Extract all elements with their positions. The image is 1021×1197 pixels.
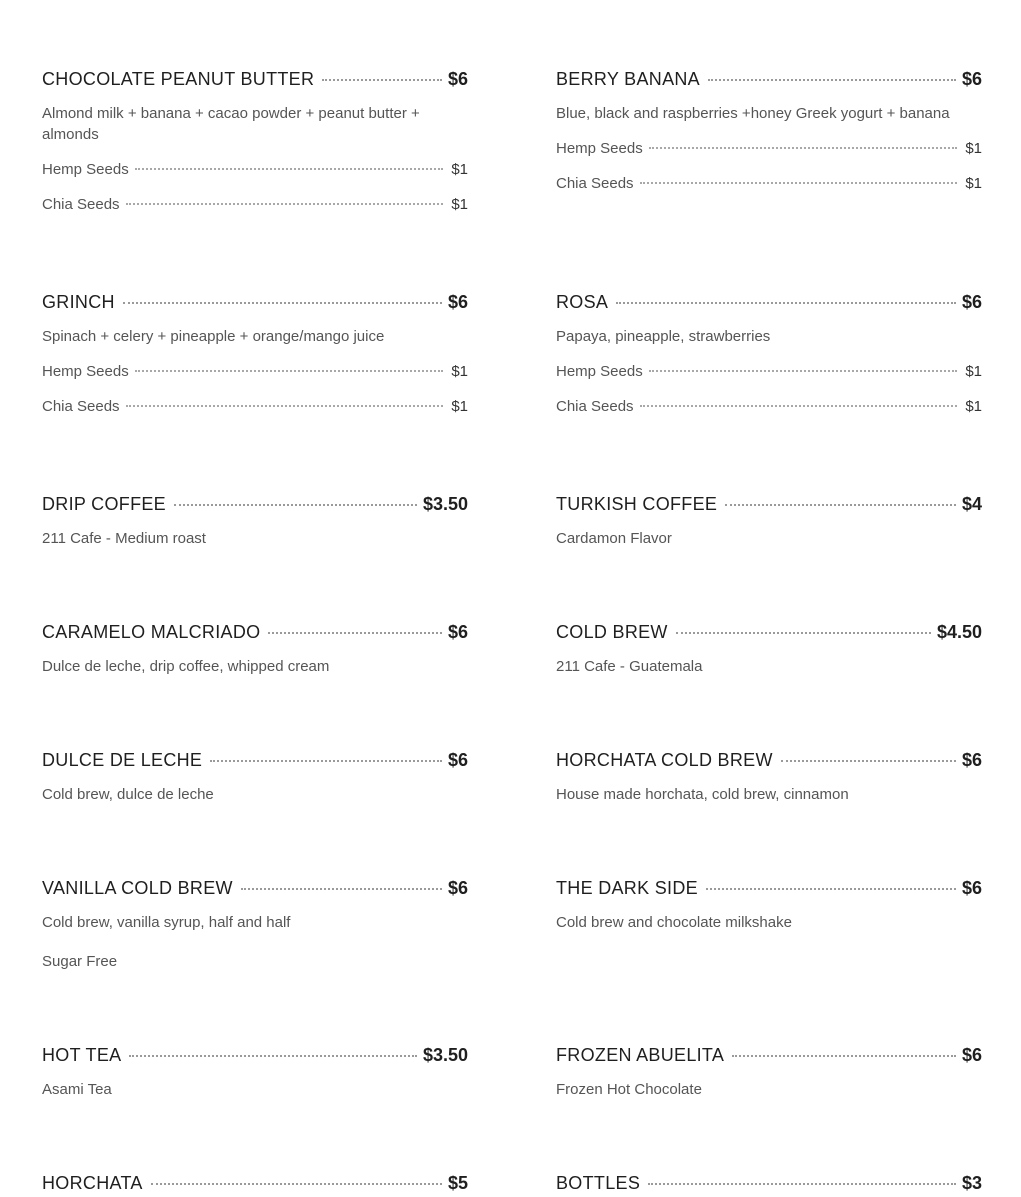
item-name: CHOCOLATE PEANUT BUTTER	[42, 69, 315, 89]
item-title-line	[42, 492, 468, 516]
menu-item-the-dark-side	[556, 876, 982, 972]
dot-leader	[725, 504, 956, 506]
dot-leader	[706, 888, 956, 890]
item-name: FROZEN ABUELITA	[556, 1045, 725, 1065]
dot-leader	[268, 632, 442, 634]
addon-name: Hemp Seeds	[556, 140, 643, 157]
addon-list	[42, 159, 468, 215]
item-price: $6	[961, 69, 982, 89]
menu-item-rosa	[556, 290, 982, 431]
dot-leader	[781, 760, 956, 762]
dot-leader	[126, 203, 444, 205]
addon-item	[42, 159, 468, 180]
dot-leader	[676, 632, 931, 634]
item-description: Papaya, pineapple, strawberries	[556, 328, 771, 345]
item-title-line	[42, 1043, 468, 1067]
item-description: Cold brew, vanilla syrup, half and half	[42, 914, 291, 931]
item-name: GRINCH	[42, 292, 115, 312]
item-title-line	[556, 492, 982, 516]
menu-item-berry-banana	[556, 67, 982, 229]
item-price: $3	[961, 1173, 982, 1193]
menu-item-chocolate-peanut-butter	[42, 67, 468, 229]
menu-row	[42, 1171, 982, 1195]
dot-leader	[649, 147, 958, 149]
dot-leader	[649, 370, 958, 372]
item-name: THE DARK SIDE	[556, 878, 698, 898]
menu-item-vanilla-cold-brew	[42, 876, 468, 972]
addon-name: Hemp Seeds	[42, 161, 129, 178]
menu-item-caramelo-malcriado	[42, 620, 468, 677]
dot-leader	[123, 302, 442, 304]
item-description: 211 Cafe - Guatemala	[556, 658, 703, 675]
menu-item-frozen-abuelita	[556, 1043, 982, 1100]
addon-price: $1	[451, 196, 468, 213]
item-description: Spinach + celery + pineapple + orange/mango juice	[42, 328, 385, 345]
menu-item-hot-tea	[42, 1043, 468, 1100]
item-price: $4.50	[936, 622, 982, 642]
menu-item-bottles	[556, 1171, 982, 1195]
item-title-line	[556, 1043, 982, 1067]
menu-item-cold-brew	[556, 620, 982, 677]
dot-leader	[210, 760, 442, 762]
dot-leader	[648, 1183, 956, 1185]
item-title-line	[42, 67, 468, 91]
item-name: COLD BREW	[556, 622, 668, 642]
addon-item	[42, 194, 468, 215]
addon-item	[42, 361, 468, 382]
item-title-line	[556, 748, 982, 772]
addon-name: Chia Seeds	[42, 398, 120, 415]
item-note: Sugar Free	[42, 953, 118, 970]
menu-item-horchata-cold-brew	[556, 748, 982, 805]
item-price: $6	[961, 1045, 982, 1065]
item-title-line	[42, 748, 468, 772]
dot-leader	[640, 182, 958, 184]
addon-item	[556, 396, 982, 417]
item-price: $6	[447, 622, 468, 642]
addon-price: $1	[965, 140, 982, 157]
addon-list	[556, 361, 982, 417]
item-name: CARAMELO MALCRIADO	[42, 622, 261, 642]
item-title-line	[42, 290, 468, 314]
menu-row	[42, 1043, 982, 1100]
addon-name: Chia Seeds	[556, 175, 634, 192]
item-price: $4	[961, 494, 982, 514]
item-description: Blue, black and raspberries +honey Greek yogurt + banana	[556, 105, 950, 122]
menu-row	[42, 290, 982, 431]
addon-name: Chia Seeds	[42, 196, 120, 213]
addon-list	[556, 138, 982, 194]
addon-name: Hemp Seeds	[556, 363, 643, 380]
item-name: DULCE DE LECHE	[42, 750, 203, 770]
item-description: Asami Tea	[42, 1081, 112, 1098]
item-price: $6	[447, 69, 468, 89]
item-title-line	[42, 876, 468, 900]
item-name: HORCHATA COLD BREW	[556, 750, 773, 770]
item-price: $6	[961, 878, 982, 898]
item-price: $6	[961, 750, 982, 770]
item-title-line	[556, 67, 982, 91]
addon-name: Chia Seeds	[556, 398, 634, 415]
addon-name: Hemp Seeds	[42, 363, 129, 380]
addon-item	[556, 138, 982, 159]
menu-row	[42, 67, 982, 229]
dot-leader	[322, 79, 442, 81]
dot-leader	[616, 302, 956, 304]
addon-price: $1	[965, 363, 982, 380]
dot-leader	[135, 370, 444, 372]
dot-leader	[135, 168, 444, 170]
item-price: $5	[447, 1173, 468, 1193]
addon-item	[556, 173, 982, 194]
item-name: HORCHATA	[42, 1173, 143, 1193]
addon-price: $1	[451, 161, 468, 178]
item-name: DRIP COFFEE	[42, 494, 166, 514]
menu-item-dulce-de-leche	[42, 748, 468, 805]
item-name: HOT TEA	[42, 1045, 122, 1065]
item-price: $3.50	[422, 1045, 468, 1065]
item-description: Cardamon Flavor	[556, 530, 672, 547]
addon-list	[42, 361, 468, 417]
menu-row	[42, 876, 982, 972]
dot-leader	[640, 405, 958, 407]
item-price: $3.50	[422, 494, 468, 514]
addon-price: $1	[965, 398, 982, 415]
item-name: ROSA	[556, 292, 609, 312]
menu-item-grinch	[42, 290, 468, 431]
menu-row	[42, 620, 982, 677]
item-title-line	[556, 1171, 982, 1195]
dot-leader	[708, 79, 956, 81]
item-title-line	[42, 1171, 468, 1195]
item-description: Cold brew, dulce de leche	[42, 786, 214, 803]
item-description: House made horchata, cold brew, cinnamon	[556, 786, 849, 803]
item-description: Cold brew and chocolate milkshake	[556, 914, 792, 931]
item-description: 211 Cafe - Medium roast	[42, 530, 206, 547]
menu-item-horchata	[42, 1171, 468, 1195]
item-name: BOTTLES	[556, 1173, 641, 1193]
item-name: BERRY BANANA	[556, 69, 700, 89]
dot-leader	[241, 888, 442, 890]
menu-row	[42, 748, 982, 805]
addon-item	[556, 361, 982, 382]
item-description: Dulce de leche, drip coffee, whipped cream	[42, 658, 330, 675]
item-price: $6	[447, 292, 468, 312]
item-description: Almond milk + banana + cacao powder + peanut butter + almonds	[42, 105, 420, 143]
dot-leader	[126, 405, 444, 407]
addon-price: $1	[451, 363, 468, 380]
item-description: Frozen Hot Chocolate	[556, 1081, 702, 1098]
addon-item	[42, 396, 468, 417]
item-price: $6	[961, 292, 982, 312]
dot-leader	[732, 1055, 956, 1057]
dot-leader	[151, 1183, 442, 1185]
item-name: VANILLA COLD BREW	[42, 878, 233, 898]
item-title-line	[556, 876, 982, 900]
dot-leader	[129, 1055, 417, 1057]
menu-item-turkish-coffee	[556, 492, 982, 549]
item-title-line	[42, 620, 468, 644]
addon-price: $1	[965, 175, 982, 192]
item-name: TURKISH COFFEE	[556, 494, 718, 514]
menu-row	[42, 492, 982, 549]
item-price: $6	[447, 750, 468, 770]
dot-leader	[174, 504, 417, 506]
menu-item-drip-coffee	[42, 492, 468, 549]
addon-price: $1	[451, 398, 468, 415]
item-title-line	[556, 620, 982, 644]
item-title-line	[556, 290, 982, 314]
item-price: $6	[447, 878, 468, 898]
